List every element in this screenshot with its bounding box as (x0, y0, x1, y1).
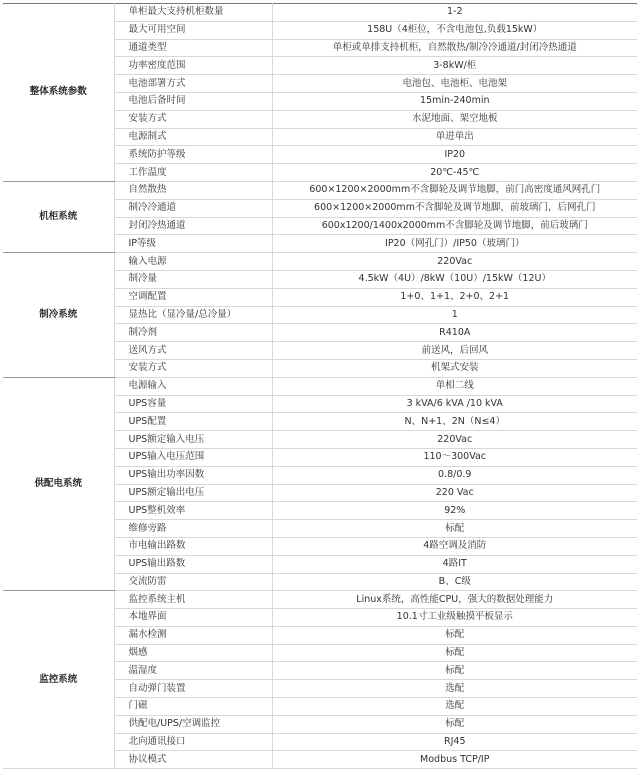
param-value: 220Vac (272, 253, 637, 271)
param-value: 标配 (272, 520, 637, 538)
param-name: 电池后备时间 (114, 92, 272, 110)
param-value: 标配 (272, 662, 637, 680)
param-value: 1+0、1+1、2+0、2+1 (272, 288, 637, 306)
param-name: 安装方式 (114, 110, 272, 128)
param-value: 600x1200/1400x2000mm不含脚轮及调节地脚，前后玻璃门 (272, 217, 637, 235)
section-category: 整体系统参数 (3, 4, 114, 182)
param-value: 电池包、电池柜、电池架 (272, 75, 637, 93)
param-value: B、C级 (272, 573, 637, 591)
param-name: 制冷剂 (114, 324, 272, 342)
param-name: UPS额定输出电压 (114, 484, 272, 502)
param-value: RJ45 (272, 733, 637, 751)
param-value: 标配 (272, 644, 637, 662)
param-name: 通道类型 (114, 39, 272, 57)
section-category: 机柜系统 (3, 181, 114, 252)
param-name: 工作温度 (114, 164, 272, 182)
param-value: 600×1200×2000mm不含脚轮及调节地脚，前门高密度通风网孔门 (272, 181, 637, 199)
param-value: 220Vac (272, 431, 637, 449)
spec-row (3, 591, 637, 609)
spec-table-body (3, 4, 637, 769)
section-category: 供配电系统 (3, 377, 114, 591)
param-name: 最大可用空间 (114, 21, 272, 39)
param-value: 选配 (272, 698, 637, 716)
param-value: 标配 (272, 626, 637, 644)
param-name: IP等级 (114, 235, 272, 253)
param-name: 协议模式 (114, 751, 272, 769)
param-name: 自动弹门装置 (114, 680, 272, 698)
param-name: 功率密度范围 (114, 57, 272, 75)
param-name: UPS输出功率因数 (114, 466, 272, 484)
param-name: 监控系统主机 (114, 591, 272, 609)
param-name: 市电输出路数 (114, 537, 272, 555)
param-name: 本地界面 (114, 609, 272, 627)
param-value: R410A (272, 324, 637, 342)
param-value: 1 (272, 306, 637, 324)
param-value: N、N+1、2N（N≤4） (272, 413, 637, 431)
param-name: 制冷量 (114, 270, 272, 288)
param-name: 门磁 (114, 698, 272, 716)
param-value: 92% (272, 502, 637, 520)
spec-row (3, 4, 637, 22)
spec-row (3, 181, 637, 199)
section-category: 监控系统 (3, 591, 114, 769)
param-name: 输入电源 (114, 253, 272, 271)
param-value: 1-2 (272, 4, 637, 22)
param-value: 选配 (272, 680, 637, 698)
param-name: 安装方式 (114, 359, 272, 377)
param-value: 水泥地面、架空地板 (272, 110, 637, 128)
param-value: 标配 (272, 715, 637, 733)
param-name: 北向通讯接口 (114, 733, 272, 751)
param-value: IP20（网孔门）/IP50（玻璃门） (272, 235, 637, 253)
param-value: 15min-240min (272, 92, 637, 110)
param-value: 单柜或单排支持机柜，自然散热/制冷冷通道/封闭冷热通道 (272, 39, 637, 57)
param-value: 前送风，后回风 (272, 342, 637, 360)
param-name: 系统防护等级 (114, 146, 272, 164)
param-name: 单柜最大支持机柜数量 (114, 4, 272, 22)
param-value: 机架式安装 (272, 359, 637, 377)
param-name: UPS额定输入电压 (114, 431, 272, 449)
param-name: 维修旁路 (114, 520, 272, 538)
param-value: 220 Vac (272, 484, 637, 502)
param-value: 158U（4柜位，不含电池包,负载15kW） (272, 21, 637, 39)
param-value: 600×1200×2000mm不含脚轮及调节地脚，前玻璃门，后网孔门 (272, 199, 637, 217)
param-name: 温湿度 (114, 662, 272, 680)
param-value: 单相二线 (272, 377, 637, 395)
spec-table (3, 3, 637, 769)
param-value: 0.8/0.9 (272, 466, 637, 484)
param-name: 送风方式 (114, 342, 272, 360)
param-name: 供配电/UPS/空调监控 (114, 715, 272, 733)
spec-row (3, 253, 637, 271)
param-name: UPS输入电压范围 (114, 448, 272, 466)
param-value: 110～300Vac (272, 448, 637, 466)
param-value: 3-8kW/柜 (272, 57, 637, 75)
param-name: UPS整机效率 (114, 502, 272, 520)
param-value: 4路IT (272, 555, 637, 573)
param-value: Linux系统，高性能CPU，强大的数据处理能力 (272, 591, 637, 609)
param-name: 交流防雷 (114, 573, 272, 591)
param-name: UPS容量 (114, 395, 272, 413)
param-name: UPS输出路数 (114, 555, 272, 573)
section-category: 制冷系统 (3, 253, 114, 378)
param-value: IP20 (272, 146, 637, 164)
param-name: 电池部署方式 (114, 75, 272, 93)
param-name: UPS配置 (114, 413, 272, 431)
param-value: 10.1寸工业级触摸平板显示 (272, 609, 637, 627)
param-name: 烟感 (114, 644, 272, 662)
param-value: 20℃-45℃ (272, 164, 637, 182)
spec-row (3, 377, 637, 395)
param-value: Modbus TCP/IP (272, 751, 637, 769)
param-name: 空调配置 (114, 288, 272, 306)
param-value: 4路空调及消防 (272, 537, 637, 555)
param-name: 显热比（显冷量/总冷量） (114, 306, 272, 324)
param-name: 封闭冷热通道 (114, 217, 272, 235)
param-name: 电源制式 (114, 128, 272, 146)
param-name: 电源输入 (114, 377, 272, 395)
param-name: 制冷冷通道 (114, 199, 272, 217)
param-value: 3 kVA/6 kVA /10 kVA (272, 395, 637, 413)
param-name: 漏水检测 (114, 626, 272, 644)
param-value: 单进单出 (272, 128, 637, 146)
param-value: 4.5kW（4U）/8kW（10U）/15kW（12U） (272, 270, 637, 288)
param-name: 自然散热 (114, 181, 272, 199)
